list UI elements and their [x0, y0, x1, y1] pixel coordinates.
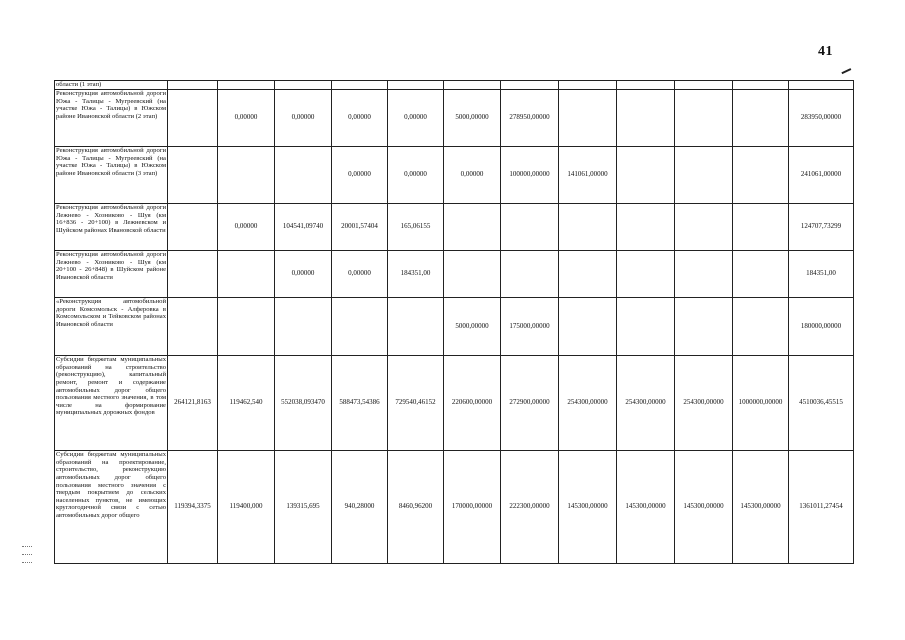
table-row	[55, 147, 854, 204]
value-cell: 145300,00000	[733, 451, 789, 564]
value-cell	[168, 90, 218, 147]
value-cell: 20001,57404	[332, 204, 388, 251]
value-cell: 119400,000	[218, 451, 275, 564]
value-cell: 0,00000	[332, 90, 388, 147]
value-cell: 283950,00000	[789, 90, 854, 147]
value-cell: 145300,00000	[617, 451, 675, 564]
value-cell	[218, 251, 275, 298]
value-cell	[675, 90, 733, 147]
value-cell: 254300,00000	[617, 356, 675, 451]
value-cell: 254300,00000	[559, 356, 617, 451]
row-name: Субсидии бюджетам муниципальных образований на проектирование, строительство, реконструкцию автомобильных дорог общего пользования местного значения с твердым покрытием до сельских населенных пунктов, не имеющих круглогодичной связи с сетью автомобильных дорог общего	[55, 451, 168, 564]
value-cell	[733, 298, 789, 356]
value-cell	[617, 147, 675, 204]
value-cell	[501, 204, 559, 251]
value-cell: 0,00000	[444, 147, 501, 204]
value-cell	[617, 298, 675, 356]
value-cell	[388, 298, 444, 356]
value-cell: 5000,00000	[444, 90, 501, 147]
value-cell: 119394,3375	[168, 451, 218, 564]
value-cell: 184351,00	[388, 251, 444, 298]
value-cell: 0,00000	[388, 90, 444, 147]
value-cell	[218, 298, 275, 356]
budget-table	[54, 80, 854, 564]
value-cell: 0,00000	[332, 251, 388, 298]
value-cell: 141061,00000	[559, 147, 617, 204]
value-cell: 241061,00000	[789, 147, 854, 204]
margin-scan-marks	[22, 546, 42, 576]
value-cell: 552038,093470	[275, 356, 332, 451]
value-cell: 0,00000	[218, 90, 275, 147]
value-cell: 165,06155	[388, 204, 444, 251]
value-cell: 254300,00000	[675, 356, 733, 451]
value-cell	[559, 298, 617, 356]
value-cell	[559, 204, 617, 251]
value-cell: 104541,09740	[275, 204, 332, 251]
value-cell: 0,00000	[388, 147, 444, 204]
value-cell: 175000,00000	[501, 298, 559, 356]
row-name: Реконструкция автомобильной дороги Южа - Талицы - Мугреевский (на участке Южа - Талицы) в Южском районе Ивановской области (2 этап)	[55, 90, 168, 147]
value-cell	[559, 90, 617, 147]
value-cell	[675, 251, 733, 298]
value-cell	[168, 298, 218, 356]
row-name: Реконструкция автомобильной дороги Южа - Талицы - Мугреевский (на участке Южа - Талицы) в Южском районе Ивановской области (3 этап)	[55, 147, 168, 204]
value-cell: 0,00000	[275, 90, 332, 147]
value-cell: 0,00000	[218, 204, 275, 251]
value-cell: 729540,46152	[388, 356, 444, 451]
table-row	[55, 356, 854, 451]
row-name: Субсидии бюджетам муниципальных образований на строительство (реконструкцию), капитальный ремонт, ремонт и содержание автомобильных дорог общего пользования местного значения, в том числе на формирование муниципальных дорожных фондов	[55, 356, 168, 451]
table-row	[55, 251, 854, 298]
table-row-continuation	[55, 81, 854, 90]
value-cell: 5000,00000	[444, 298, 501, 356]
value-cell	[168, 251, 218, 298]
value-cell: 0,00000	[275, 251, 332, 298]
table-row	[55, 90, 854, 147]
value-cell: 272900,00000	[501, 356, 559, 451]
value-cell: 100000,00000	[501, 147, 559, 204]
table-row	[55, 204, 854, 251]
row-name: области (1 этап)	[55, 81, 168, 90]
value-cell	[675, 204, 733, 251]
table-row	[55, 298, 854, 356]
value-cell: 145300,00000	[559, 451, 617, 564]
value-cell	[501, 251, 559, 298]
value-cell: 278950,00000	[501, 90, 559, 147]
value-cell	[218, 147, 275, 204]
value-cell: 184351,00	[789, 251, 854, 298]
value-cell: 139315,695	[275, 451, 332, 564]
value-cell: 119462,540	[218, 356, 275, 451]
value-cell	[675, 298, 733, 356]
value-cell: 1361011,27454	[789, 451, 854, 564]
value-cell	[733, 251, 789, 298]
value-cell: 588473,54386	[332, 356, 388, 451]
value-cell: 222300,00000	[501, 451, 559, 564]
value-cell	[733, 90, 789, 147]
value-cell	[733, 147, 789, 204]
value-cell: 220600,00000	[444, 356, 501, 451]
value-cell: 1000000,00000	[733, 356, 789, 451]
value-cell	[332, 298, 388, 356]
value-cell: 8460,96200	[388, 451, 444, 564]
table-row	[55, 451, 854, 564]
value-cell	[617, 204, 675, 251]
value-cell: 940,28000	[332, 451, 388, 564]
value-cell: 4510036,45515	[789, 356, 854, 451]
value-cell: 124707,73299	[789, 204, 854, 251]
value-cell	[275, 298, 332, 356]
value-cell: 170000,00000	[444, 451, 501, 564]
value-cell	[617, 90, 675, 147]
value-cell	[617, 251, 675, 298]
row-name: Реконструкция автомобильной дороги Лежнево - Хозниково - Шуя (км 16+836 - 20+100) в Лежневском и Шуйском районах Ивановской области	[55, 204, 168, 251]
value-cell	[733, 204, 789, 251]
value-cell	[168, 204, 218, 251]
row-name: «Реконструкция автомобильной дороги Комсомольск - Алферовка в Комсомольском и Тейковском районах Ивановской области	[55, 298, 168, 356]
value-cell	[559, 251, 617, 298]
budget-table-body	[55, 81, 854, 564]
value-cell: 0,00000	[332, 147, 388, 204]
value-cell: 264121,8163	[168, 356, 218, 451]
row-name: Реконструкция автомобильной дороги Лежнево - Хозниково - Шуя (км 20+100 - 26+848) в Шуйском районе Ивановской области	[55, 251, 168, 298]
value-cell	[444, 251, 501, 298]
value-cell	[275, 147, 332, 204]
value-cell	[675, 147, 733, 204]
page-number: 41	[818, 44, 833, 59]
value-cell: 145300,00000	[675, 451, 733, 564]
value-cell: 180000,00000	[789, 298, 854, 356]
value-cell	[444, 204, 501, 251]
corner-pen-mark	[841, 68, 852, 77]
value-cell	[168, 147, 218, 204]
